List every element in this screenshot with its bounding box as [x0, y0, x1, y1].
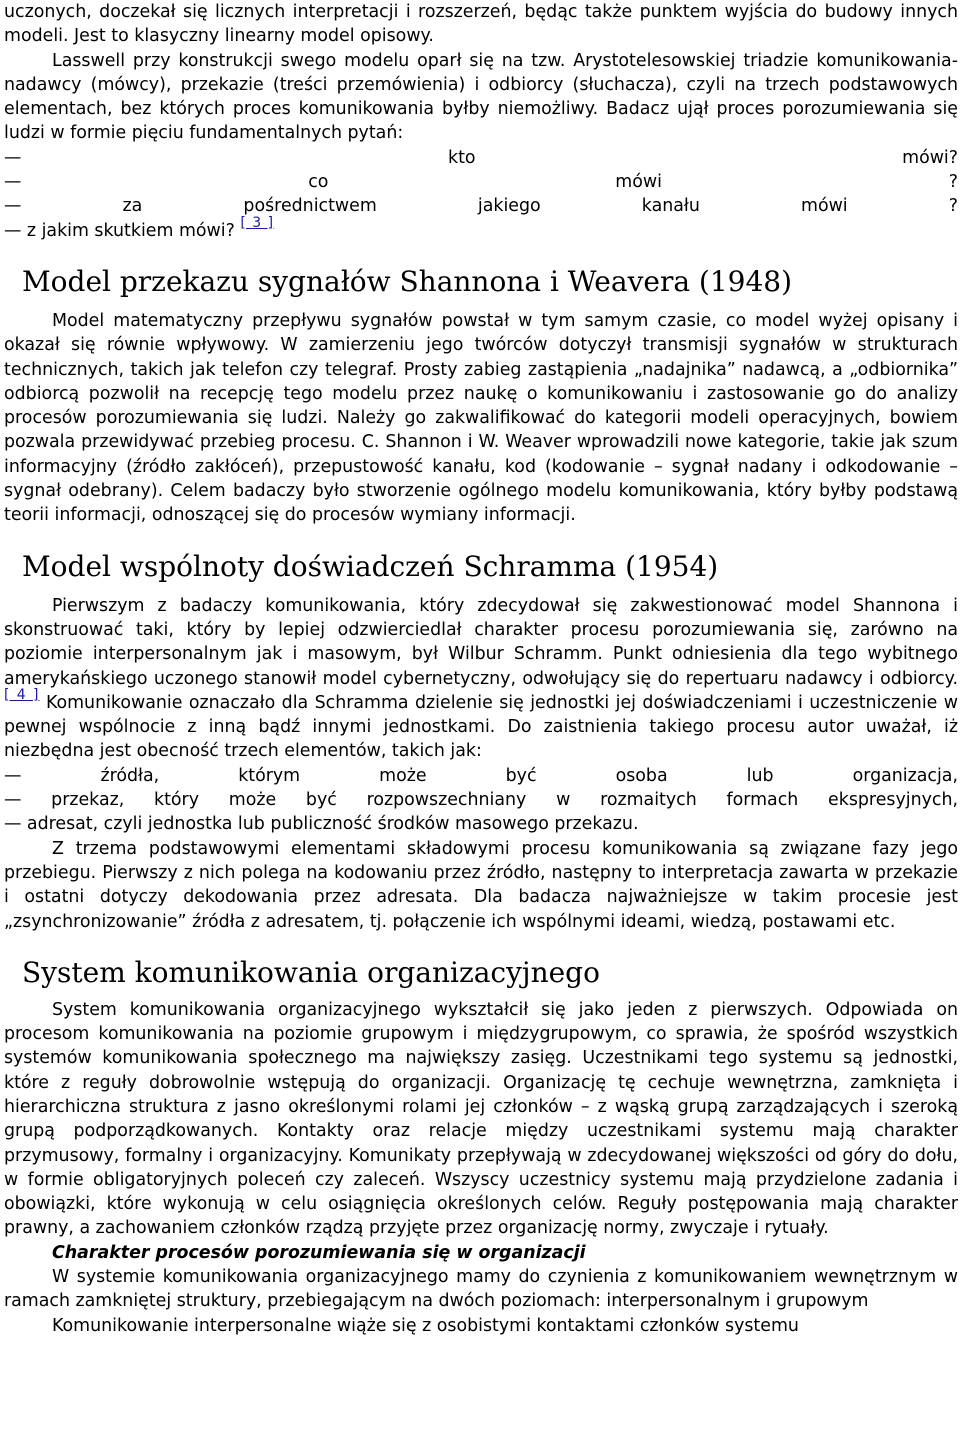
element-2: — przekaz, który może być rozpowszechniany w rozmaitych formach ekspresyjnych, — [4, 790, 958, 811]
section-heading-schramm: Model wspólnoty doświadczeń Schramma (1954) — [22, 549, 719, 583]
footnote-link-4[interactable]: [ 4 ] — [4, 686, 40, 703]
footnote-link-3[interactable]: [ 3 ] — [240, 214, 275, 231]
question-1: — kto mówi? — [4, 147, 958, 168]
schramm-paragraph-1 — [4, 594, 958, 764]
question-4-line — [4, 214, 958, 243]
section-heading-system: System komunikowania organizacyjnego — [22, 955, 600, 989]
intro-paragraph-2: Lasswell przy konstrukcji swego modelu oparł się na tzw. Arystotelesowskiej triadzie komunikowania-nadawcy (mówcy), przekazie (treści przemówienia) i odbiorcy (słuchacza), czyli na trzech podstawowych elementach, bez których proces komunikowania byłby niemożliwy. Badacz ujął proces porozumiewania się ludzi w formie pięciu fundamentalnych pytań: — [4, 50, 958, 144]
system-paragraph-3: Komunikowanie interpersonalne wiąże się z osobistymi kontaktami członków systemu — [52, 1315, 799, 1336]
question-2: — co mówi ? — [4, 172, 958, 193]
section-heading-shannon: Model przekazu sygnałów Shannona i Weavera (1948) — [22, 264, 793, 298]
element-3: — adresat, czyli jednostka lub publiczność środków masowego przekazu. — [4, 814, 639, 835]
schramm-paragraph-2: Z trzema podstawowymi elementami składowymi procesu komunikowania są związane fazy jego przebiegu. Pierwszy z nich polega na kodowaniu przez źródło, następny to interpretacja zawarta w przekazie i ostatni dotyczy dekodowania przez adresata. Dla badacza najważniejsze w takim procesie jest „zsynchronizowanie” źródła z adresatem, tj. połączenie ich wspólnymi ideami, wiedzą, postawami etc. — [4, 838, 958, 932]
question-4: — z jakim skutkiem mówi? — [4, 220, 235, 241]
shannon-paragraph: Model matematyczny przepływu sygnałów powstał w tym samym czasie, co model wyżej opisany i okazał się równie wpływowy. W zamierzeniu jego twórców dotyczył transmisji sygnałów w strukturach technicznych, takich jak telefon czy telegraf. Prosty zabieg zastąpienia „nadajnika” nadawcą, a „odbiornika” odbiorcą pozwolił na recepcję tego modelu przez naukę o komunikowaniu i zastosowanie go do analizy procesów porozumiewania się ludzi. Należy go zakwalifikować do kategorii modeli operacyjnych, bowiem pozwala przewidywać przebieg procesu. C. Shannon i W. Weaver wprowadzili nowe kategorie, takie jak szum informacyjny (źródło zakłóceń), przepustowość kanału, kod (kodowanie – sygnał nadany i odkodowanie – sygnał odebrany). Celem badaczy było stworzenie ogólnego modelu komunikowania, który byłby podstawą teorii informacji, odnoszącej się do procesów wymiany informacji. — [4, 310, 958, 526]
element-1: — źródła, którym może być osoba lub organizacja, — [4, 765, 958, 786]
question-3: — za pośrednictwem jakiego kanału mówi ? — [4, 196, 958, 217]
schramm-paragraph-1a: Pierwszym z badaczy komunikowania, który zdecydował się zakwestionować model Shannona i skonstruować taki, który by lepiej odzwierciedlał charakter procesu porozumiewania się, zarówno na poziomie interpersonalnym jak i masowym, był Wilbur Schramm. Punkt odniesienia dla tego wybitnego amerykańskiego uczonego stanowił model cybernetyczny, odwołujący się do repertuaru nadawcy i odbiorcy. — [4, 595, 958, 689]
system-paragraph-1: System komunikowania organizacyjnego wykształcił się jako jeden z pierwszych. Odpowiada on procesom komunikowania na poziomie grupowym i międzygrupowym, co sprawia, że spośród wszystkich systemów komunikowania społecznego ma największy zasięg. Uczestnikami tego systemu są jednostki, które z reguły dobrowolnie wstępują do organizacji. Organizację tę cechuje wewnętrzna, zamknięta i hierarchiczna struktura z jasno określonymi rolami jej członków – z wąską grupą zarządzających i szeroką grupą podporządkowanych. Kontakty oraz relacje między uczestnikami systemu mają charakter przymusowy, formalny i organizacyjny. Komunikaty przepływają w zdecydowanej większości od góry do dołu, w formie obligatoryjnych poleceń czy zaleceń. Wszyscy uczestnicy systemu mają przydzielone zadania i obowiązki, które wykonują w celu osiągnięcia określonych celów. Reguły postępowania mają charakter prawny, a zachowaniem członków rządzą przyjęte przez organizację normy, zwyczaje i rytuały. — [4, 999, 958, 1239]
schramm-paragraph-1b: Komunikowanie oznaczało dla Schramma dzielenie się jednostki jej doświadczeniami i uczestniczenie w pewnej wspólnocie z inną bądź innymi jednostkami. Do zaistnienia takiego procesu autor uważał, iż niezbędna jest obecność trzech elementów, takich jak: — [4, 692, 958, 762]
subsection-heading: Charakter procesów porozumiewania się w organizacji — [52, 1242, 586, 1263]
intro-paragraph-1: uczonych, doczekał się licznych interpretacji i rozszerzeń, będąc także punktem wyjścia do budowy innych modeli. Jest to klasyczny linearny model opisowy. — [4, 2, 958, 47]
system-paragraph-2: W systemie komunikowania organizacyjnego mamy do czynienia z komunikowaniem wewnętrznym w ramach zamkniętej struktury, przebiegającym na dwóch poziomach: interpersonalnym i grupowym — [4, 1267, 958, 1312]
